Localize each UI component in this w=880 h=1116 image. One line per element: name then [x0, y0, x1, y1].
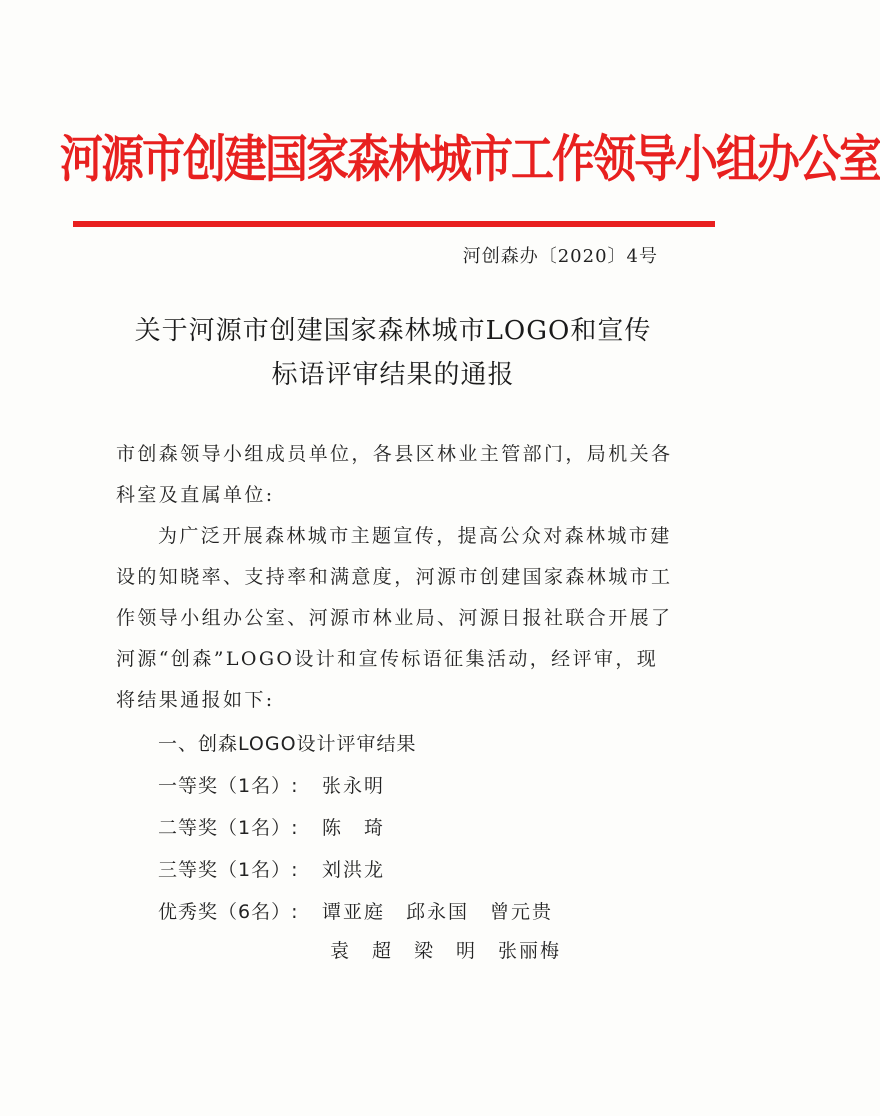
document-title-line-1: 关于河源市创建国家森林城市LOGO和宣传: [134, 316, 652, 346]
red-header-rule: [73, 221, 715, 227]
award-winners: 陈 琦: [322, 817, 386, 839]
addressee-paragraph: 市创森领导小组成员单位，各县区林业主管部门，局机关各科室及直属单位:: [116, 443, 673, 506]
award-label: 二等奖（1名）:: [158, 817, 299, 839]
body-paragraph: 为广泛开展森林城市主题宣传，提高公众对森林城市建设的知晓率、支持率和满意度，河源市创建国家森林城市工作领导小组办公室、河源市林业局、河源日报社联合开展了河源“创森”LOGO设计和宣传标语征集活动，经评审，现将结果通报如下:: [116, 525, 673, 711]
award-winners-continued: 袁 超 梁 明 张丽梅: [330, 940, 562, 962]
award-winners: 张永明: [322, 775, 386, 797]
award-label: 三等奖（1名）:: [158, 859, 299, 881]
document-title-line-2: 标语评审结果的通报: [271, 360, 515, 390]
award-winners: 谭亚庭 邱永国 曾元贵: [322, 901, 554, 923]
award-label: 一等奖（1名）:: [158, 775, 299, 797]
award-label: 优秀奖（6名）:: [158, 901, 299, 923]
award-winners: 刘洪龙: [322, 859, 386, 881]
section-heading-logo-results: 一、创森LOGO设计评审结果: [158, 733, 417, 755]
issuing-office-header: 河源市创建国家森林城市工作领导小组办公室: [60, 130, 880, 190]
document-number: 河创森办〔2020〕4号: [462, 246, 658, 267]
